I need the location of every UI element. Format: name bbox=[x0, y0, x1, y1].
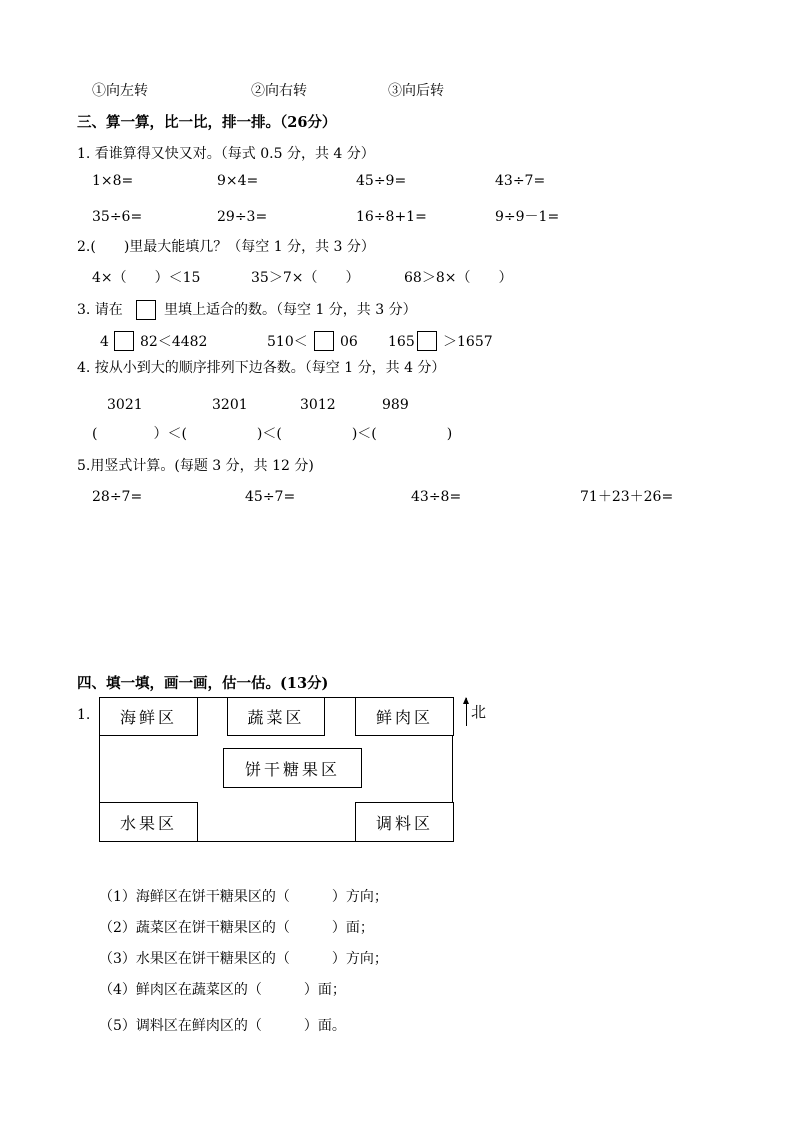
q4-title: 4. 按从小到大的顺序排列下边各数。（每空 1 分，共 4 分） bbox=[77, 360, 446, 376]
option-turn-left: ①向左转 bbox=[92, 83, 148, 99]
map-label: 蔬菜区 bbox=[247, 708, 305, 727]
map-biscuit-zone bbox=[223, 748, 362, 788]
q3-box-icon bbox=[136, 300, 156, 320]
q3-answer-box[interactable] bbox=[417, 331, 437, 351]
q3-answer-box[interactable] bbox=[114, 331, 134, 351]
map-vegetable-zone bbox=[227, 697, 325, 736]
supermarket-map bbox=[99, 697, 453, 842]
north-arrow-icon bbox=[466, 698, 467, 726]
q4-number: 3012 bbox=[300, 397, 336, 413]
q5-item: 28÷7= bbox=[92, 489, 143, 505]
q5-item: 43÷8= bbox=[411, 489, 462, 505]
q5-title: 5.用竖式计算。(每题 3 分，共 12 分) bbox=[77, 458, 314, 474]
q3-item1-part1: 4 bbox=[100, 334, 109, 350]
q4-number: 3201 bbox=[212, 397, 248, 413]
map-label: 鲜肉区 bbox=[375, 708, 433, 727]
q4-blanks: ( ）＜( )＜( )＜( ) bbox=[92, 426, 453, 442]
q3-answer-box[interactable] bbox=[314, 331, 334, 351]
map-fruit-zone bbox=[99, 802, 198, 842]
q5-item: 71＋23＋26= bbox=[580, 489, 674, 505]
q3-item1-part2: 82＜4482 bbox=[140, 334, 208, 350]
option-turn-back: ③向后转 bbox=[388, 83, 444, 99]
q2-title: 2.( )里最大能填几？（每空 1 分，共 3 分） bbox=[77, 239, 375, 255]
q1-expr: 45÷9= bbox=[356, 173, 407, 189]
q4-number: 989 bbox=[382, 397, 409, 413]
q2-item: 35＞7×（ ） bbox=[251, 270, 360, 286]
section4-title: 四、填一填，画一画，估一估。(13分) bbox=[77, 675, 329, 692]
map-meat-zone bbox=[355, 697, 454, 736]
map-label: 调料区 bbox=[375, 813, 433, 833]
q5-item: 45÷7= bbox=[245, 489, 296, 505]
map-label: 饼干糖果区 bbox=[244, 759, 340, 779]
q2-item: 4×（ ）＜15 bbox=[92, 270, 201, 286]
map-label: 海鲜区 bbox=[119, 708, 177, 727]
q1-expr: 1×8= bbox=[92, 173, 134, 189]
q1-number: 1. bbox=[77, 707, 91, 723]
q1-expr: 35÷6= bbox=[92, 209, 143, 225]
map-label: 水果区 bbox=[119, 813, 177, 833]
q1-sub-question: （5）调料区在鲜肉区的（ ）面。 bbox=[99, 1018, 346, 1034]
q1-expr: 29÷3= bbox=[217, 209, 268, 225]
option-turn-right: ②向右转 bbox=[251, 83, 307, 99]
q1-sub-question: （4）鲜肉区在蔬菜区的（ ）面； bbox=[99, 982, 346, 998]
map-seasoning-zone bbox=[355, 802, 454, 842]
q4-number: 3021 bbox=[107, 397, 143, 413]
q3-item3-part2: ＞1657 bbox=[443, 334, 493, 350]
q1-expr: 9÷9－1= bbox=[495, 209, 560, 225]
north-label: 北 bbox=[471, 703, 487, 721]
section3-title: 三、算一算，比一比，排一排。（26分） bbox=[77, 114, 337, 131]
q1-expr: 43÷7= bbox=[495, 173, 546, 189]
q1-expr: 16÷8+1= bbox=[356, 209, 427, 225]
q1-expr: 9×4= bbox=[217, 173, 259, 189]
q1-sub-question: （1）海鲜区在饼干糖果区的（ ）方向； bbox=[99, 889, 388, 905]
q3-item3-part1: 165 bbox=[388, 334, 415, 350]
q3-title-part2: 里填上适合的数。（每空 1 分，共 3 分） bbox=[164, 302, 417, 318]
q1-sub-question: （3）水果区在饼干糖果区的（ ）方向； bbox=[99, 951, 388, 967]
q3-item2-part1: 510＜ bbox=[267, 334, 308, 350]
q1-title: 1. 看谁算得又快又对。（每式 0.5 分，共 4 分） bbox=[77, 146, 375, 162]
q2-item: 68＞8×（ ） bbox=[404, 270, 513, 286]
q1-sub-question: （2）蔬菜区在饼干糖果区的（ ）面； bbox=[99, 920, 374, 936]
map-seafood-zone bbox=[99, 697, 198, 736]
q3-title-part1: 3. 请在 bbox=[77, 302, 123, 318]
q3-item2-part2: 06 bbox=[340, 334, 358, 350]
